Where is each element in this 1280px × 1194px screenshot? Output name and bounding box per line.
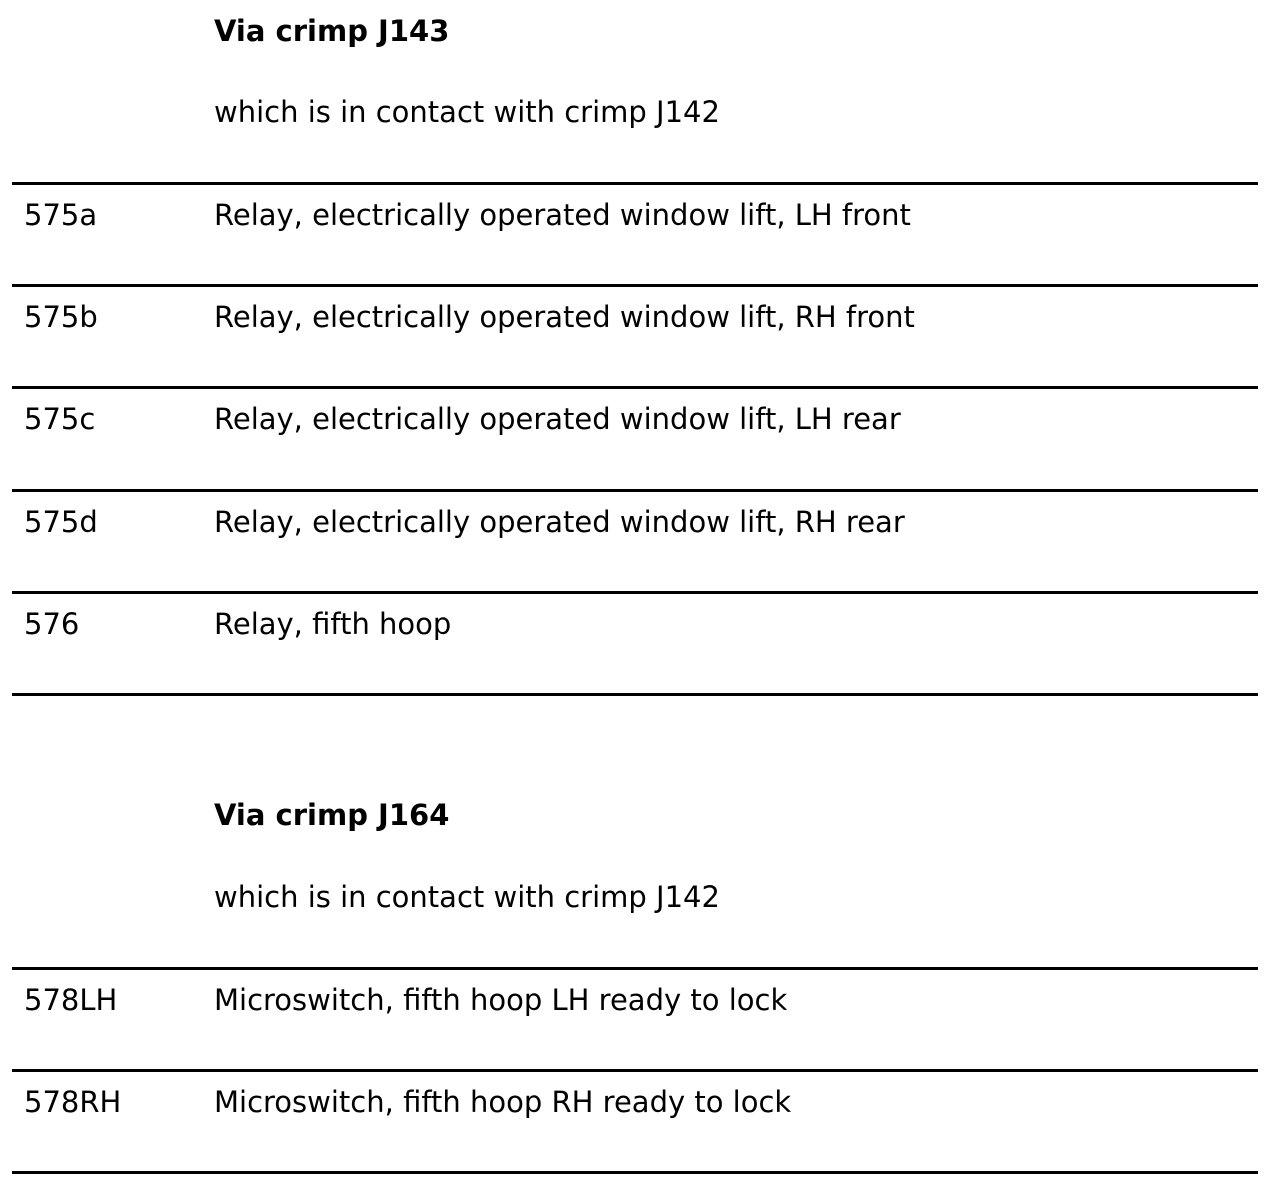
table-rule	[12, 967, 1258, 970]
table-rule	[12, 591, 1258, 594]
table-rule	[12, 693, 1258, 696]
table-row	[12, 402, 1258, 442]
table-rule	[12, 1171, 1258, 1174]
row-code: 578RH	[24, 1085, 122, 1119]
row-code: 575d	[24, 505, 98, 539]
table-row	[12, 983, 1258, 1023]
table-row	[12, 505, 1258, 545]
table-rule	[12, 284, 1258, 287]
row-description: Relay, fifth hoop	[214, 607, 452, 641]
row-code: 578LH	[24, 983, 118, 1017]
row-description: Microswitch, fifth hoop LH ready to lock	[214, 983, 788, 1017]
row-description: Relay, electrically operated window lift, LH rear	[214, 402, 901, 436]
table-row	[12, 300, 1258, 340]
table-rule	[12, 182, 1258, 185]
row-code: 576	[24, 607, 80, 641]
row-description: Relay, electrically operated window lift, RH front	[214, 300, 915, 334]
table-rule	[12, 489, 1258, 492]
section-heading: Via crimp J143	[214, 14, 450, 48]
table-rule	[12, 1069, 1258, 1072]
section-heading: Via crimp J164	[214, 798, 450, 832]
table-row	[12, 607, 1258, 647]
table-rule	[12, 386, 1258, 389]
table-row	[12, 198, 1258, 238]
row-code: 575c	[24, 402, 96, 436]
table-row	[12, 1085, 1258, 1125]
row-description: Relay, electrically operated window lift, LH front	[214, 198, 911, 232]
section-subheading: which is in contact with crimp J142	[214, 880, 720, 914]
section-subheading: which is in contact with crimp J142	[214, 95, 720, 129]
row-code: 575b	[24, 300, 98, 334]
row-description: Relay, electrically operated window lift, RH rear	[214, 505, 905, 539]
row-code: 575a	[24, 198, 98, 232]
row-description: Microswitch, fifth hoop RH ready to lock	[214, 1085, 792, 1119]
